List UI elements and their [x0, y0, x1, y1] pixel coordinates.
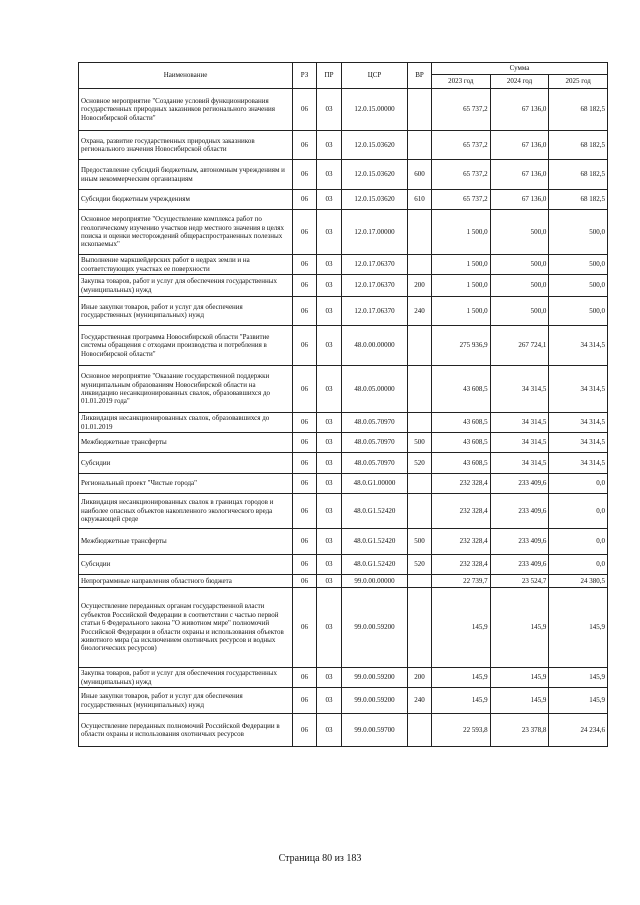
cell-pr: 03: [317, 190, 342, 210]
cell-csr: 48.0.00.00000: [342, 326, 408, 366]
cell-csr: 12.0.17.06370: [342, 255, 408, 275]
cell-vr: [408, 413, 432, 433]
col-header-year-2025: 2025 год: [549, 75, 608, 89]
cell-vr: [408, 210, 432, 255]
table-row: [79, 575, 608, 588]
cell-y3: 0,0: [549, 529, 608, 555]
cell-name: Предоставление субсидий бюджетным, автономным учреждениям и иным некоммерческим организациям: [79, 160, 293, 190]
cell-y3: 68 182,5: [549, 190, 608, 210]
cell-pr: 03: [317, 131, 342, 160]
cell-vr: 240: [408, 688, 432, 714]
cell-csr: 48.0.G1.00000: [342, 474, 408, 494]
table-row: [79, 89, 608, 131]
cell-name: Закупка товаров, работ и услуг для обеспечения государственных (муниципальных) нужд: [79, 275, 293, 297]
cell-y2: 233 409,6: [490, 529, 549, 555]
cell-y3: 24 234,6: [549, 714, 608, 747]
cell-y3: 500,0: [549, 255, 608, 275]
cell-pr: 03: [317, 210, 342, 255]
cell-y2: 500,0: [490, 297, 549, 326]
cell-y2: 23 524,7: [490, 575, 549, 588]
cell-name: Межбюджетные трансферты: [79, 529, 293, 555]
cell-y3: 68 182,5: [549, 160, 608, 190]
cell-vr: 610: [408, 190, 432, 210]
table-row: [79, 297, 608, 326]
cell-csr: 12.0.15.00000: [342, 89, 408, 131]
cell-vr: 240: [408, 297, 432, 326]
cell-y2: 34 314,5: [490, 366, 549, 413]
cell-rz: 06: [293, 668, 317, 688]
table-row: [79, 210, 608, 255]
cell-y3: 34 314,5: [549, 326, 608, 366]
cell-y1: 232 328,4: [432, 474, 491, 494]
cell-rz: 06: [293, 575, 317, 588]
cell-y3: 34 314,5: [549, 413, 608, 433]
cell-y2: 233 409,6: [490, 494, 549, 529]
cell-csr: 99.0.00.00000: [342, 575, 408, 588]
cell-pr: 03: [317, 494, 342, 529]
cell-name: Основное мероприятие "Создание условий функционирования государственных природных заказников регионального значения Новосибирской области": [79, 89, 293, 131]
cell-pr: 03: [317, 555, 342, 575]
cell-y3: 34 314,5: [549, 433, 608, 453]
cell-vr: [408, 714, 432, 747]
cell-name: Государственная программа Новосибирской области "Развитие системы обращения с отходами производства и потребления в Новосибирской области": [79, 326, 293, 366]
cell-rz: 06: [293, 89, 317, 131]
cell-y2: 23 378,8: [490, 714, 549, 747]
table-row: [79, 433, 608, 453]
cell-y2: 500,0: [490, 275, 549, 297]
cell-name: Субсидии: [79, 453, 293, 474]
cell-y1: 232 328,4: [432, 555, 491, 575]
cell-csr: 12.0.15.03620: [342, 160, 408, 190]
cell-rz: 06: [293, 474, 317, 494]
table-row: [79, 275, 608, 297]
cell-pr: 03: [317, 453, 342, 474]
cell-pr: 03: [317, 474, 342, 494]
cell-name: Осуществление переданных полномочий Российской Федерации в области охраны и использования охотничьих ресурсов: [79, 714, 293, 747]
cell-name: Иные закупки товаров, работ и услуг для обеспечения государственных (муниципальных) нужд: [79, 688, 293, 714]
cell-rz: 06: [293, 160, 317, 190]
cell-name: Закупка товаров, работ и услуг для обеспечения государственных (муниципальных) нужд: [79, 668, 293, 688]
cell-pr: 03: [317, 275, 342, 297]
page-number: Страница 80 из 183: [278, 853, 362, 864]
cell-name: Ликвидация несанкционированных свалок, образовавшихся до 01.01.2019: [79, 413, 293, 433]
col-header-year-2024: 2024 год: [490, 75, 549, 89]
cell-rz: 06: [293, 131, 317, 160]
table-row: [79, 255, 608, 275]
cell-rz: 06: [293, 190, 317, 210]
cell-vr: [408, 326, 432, 366]
cell-vr: 200: [408, 275, 432, 297]
cell-y2: 67 136,0: [490, 160, 549, 190]
cell-rz: 06: [293, 297, 317, 326]
col-header-year-2023: 2023 год: [432, 75, 491, 89]
cell-y1: 275 936,9: [432, 326, 491, 366]
cell-csr: 99.0.00.59700: [342, 714, 408, 747]
cell-pr: 03: [317, 714, 342, 747]
cell-y1: 145,9: [432, 688, 491, 714]
table-row: [79, 555, 608, 575]
cell-y2: 145,9: [490, 668, 549, 688]
cell-name: Субсидии бюджетным учреждениям: [79, 190, 293, 210]
cell-name: Иные закупки товаров, работ и услуг для обеспечения государственных (муниципальных) нужд: [79, 297, 293, 326]
cell-y1: 232 328,4: [432, 494, 491, 529]
cell-pr: 03: [317, 433, 342, 453]
col-header-vr: ВР: [408, 63, 432, 89]
cell-name: Ликвидация несанкционированных свалок в границах городов и наиболее опасных объектов накопленного экологического вреда окружающей среде: [79, 494, 293, 529]
cell-y3: 500,0: [549, 210, 608, 255]
cell-y3: 34 314,5: [549, 366, 608, 413]
cell-y1: 43 608,5: [432, 413, 491, 433]
table-row: [79, 160, 608, 190]
cell-y2: 145,9: [490, 688, 549, 714]
cell-name: Выполнение маркшейдерских работ в недрах земли и на соответствующих участках ее поверхности: [79, 255, 293, 275]
cell-csr: 12.0.17.06370: [342, 275, 408, 297]
cell-y1: 145,9: [432, 588, 491, 668]
cell-vr: 500: [408, 433, 432, 453]
cell-rz: 06: [293, 210, 317, 255]
cell-rz: 06: [293, 529, 317, 555]
cell-csr: 12.0.17.00000: [342, 210, 408, 255]
cell-name: Региональный проект "Чистые города": [79, 474, 293, 494]
cell-rz: 06: [293, 275, 317, 297]
cell-y1: 1 500,0: [432, 210, 491, 255]
col-header-csr: ЦСР: [342, 63, 408, 89]
table-row: [79, 131, 608, 160]
cell-y1: 145,9: [432, 668, 491, 688]
cell-csr: 99.0.00.59200: [342, 688, 408, 714]
cell-y2: 233 409,6: [490, 555, 549, 575]
cell-y2: 233 409,6: [490, 474, 549, 494]
cell-y1: 43 608,5: [432, 433, 491, 453]
cell-rz: 06: [293, 688, 317, 714]
cell-y2: 34 314,5: [490, 453, 549, 474]
cell-name: Основное мероприятие "Оказание государственной поддержки муниципальным образованиям Новосибирской области на ликвидацию несанкционированных свалок, образовавшихся до 01.01.2019 года": [79, 366, 293, 413]
table-row: [79, 453, 608, 474]
cell-y1: 65 737,2: [432, 89, 491, 131]
table-row: [79, 668, 608, 688]
cell-csr: 48.0.05.70970: [342, 453, 408, 474]
table-row: [79, 366, 608, 413]
cell-csr: 99.0.00.59200: [342, 668, 408, 688]
cell-y3: 0,0: [549, 474, 608, 494]
cell-rz: 06: [293, 433, 317, 453]
cell-y3: 500,0: [549, 275, 608, 297]
cell-pr: 03: [317, 688, 342, 714]
cell-y1: 1 500,0: [432, 275, 491, 297]
cell-y1: 65 737,2: [432, 131, 491, 160]
cell-pr: 03: [317, 529, 342, 555]
cell-y2: 500,0: [490, 210, 549, 255]
cell-vr: [408, 255, 432, 275]
table-row: [79, 688, 608, 714]
table-row: [79, 529, 608, 555]
table-row: [79, 474, 608, 494]
cell-rz: 06: [293, 555, 317, 575]
cell-vr: [408, 474, 432, 494]
cell-y1: 232 328,4: [432, 529, 491, 555]
cell-vr: 520: [408, 555, 432, 575]
cell-csr: 48.0.G1.52420: [342, 494, 408, 529]
cell-y3: 0,0: [549, 494, 608, 529]
cell-y1: 43 608,5: [432, 366, 491, 413]
cell-csr: 48.0.G1.52420: [342, 529, 408, 555]
table-row: [79, 413, 608, 433]
cell-y2: 67 136,0: [490, 89, 549, 131]
cell-y1: 43 608,5: [432, 453, 491, 474]
cell-y3: 145,9: [549, 688, 608, 714]
cell-vr: 520: [408, 453, 432, 474]
cell-csr: 12.0.15.03620: [342, 131, 408, 160]
cell-rz: 06: [293, 714, 317, 747]
cell-y2: 34 314,5: [490, 413, 549, 433]
cell-y2: 67 136,0: [490, 131, 549, 160]
cell-y3: 68 182,5: [549, 89, 608, 131]
cell-csr: 48.0.05.70970: [342, 433, 408, 453]
cell-y2: 145,9: [490, 588, 549, 668]
cell-pr: 03: [317, 89, 342, 131]
cell-y3: 145,9: [549, 668, 608, 688]
cell-y1: 65 737,2: [432, 190, 491, 210]
cell-csr: 12.0.17.06370: [342, 297, 408, 326]
cell-vr: [408, 588, 432, 668]
cell-name: Основное мероприятие "Осуществление комплекса работ по геологическому изучению участков недр местного значения в целях поиска и оценки месторождений общераспространенных полезных ископаемых": [79, 210, 293, 255]
cell-pr: 03: [317, 413, 342, 433]
table-row: [79, 714, 608, 747]
cell-vr: [408, 89, 432, 131]
cell-y1: 1 500,0: [432, 297, 491, 326]
table-row: [79, 494, 608, 529]
cell-y3: 500,0: [549, 297, 608, 326]
cell-vr: 200: [408, 668, 432, 688]
col-header-sum: Сумма: [432, 63, 608, 75]
cell-y1: 22 593,8: [432, 714, 491, 747]
cell-pr: 03: [317, 297, 342, 326]
cell-y1: 22 739,7: [432, 575, 491, 588]
cell-rz: 06: [293, 255, 317, 275]
cell-csr: 48.0.G1.52420: [342, 555, 408, 575]
cell-y2: 267 724,1: [490, 326, 549, 366]
cell-vr: 600: [408, 160, 432, 190]
cell-pr: 03: [317, 160, 342, 190]
cell-rz: 06: [293, 588, 317, 668]
cell-csr: 48.0.05.00000: [342, 366, 408, 413]
cell-pr: 03: [317, 588, 342, 668]
cell-rz: 06: [293, 494, 317, 529]
cell-vr: [408, 366, 432, 413]
budget-table: [78, 62, 608, 747]
cell-y3: 68 182,5: [549, 131, 608, 160]
cell-pr: 03: [317, 255, 342, 275]
cell-rz: 06: [293, 326, 317, 366]
cell-y3: 145,9: [549, 588, 608, 668]
cell-y2: 67 136,0: [490, 190, 549, 210]
cell-csr: 12.0.15.03620: [342, 190, 408, 210]
cell-csr: 48.0.05.70970: [342, 413, 408, 433]
col-header-name: Наименование: [79, 63, 293, 89]
cell-y3: 34 314,5: [549, 453, 608, 474]
cell-rz: 06: [293, 413, 317, 433]
col-header-pr: ПР: [317, 63, 342, 89]
cell-vr: 500: [408, 529, 432, 555]
cell-y3: 24 380,5: [549, 575, 608, 588]
cell-y2: 34 314,5: [490, 433, 549, 453]
cell-name: Субсидии: [79, 555, 293, 575]
cell-pr: 03: [317, 366, 342, 413]
cell-y3: 0,0: [549, 555, 608, 575]
cell-vr: [408, 575, 432, 588]
col-header-rz: РЗ: [293, 63, 317, 89]
cell-pr: 03: [317, 668, 342, 688]
cell-csr: 99.0.00.59200: [342, 588, 408, 668]
table-row: [79, 326, 608, 366]
cell-name: Охрана, развитие государственных природных заказников регионального значения Новосибирской области: [79, 131, 293, 160]
cell-vr: [408, 131, 432, 160]
cell-rz: 06: [293, 453, 317, 474]
table-row: [79, 588, 608, 668]
cell-pr: 03: [317, 326, 342, 366]
cell-y1: 1 500,0: [432, 255, 491, 275]
cell-rz: 06: [293, 366, 317, 413]
cell-y2: 500,0: [490, 255, 549, 275]
cell-name: Осуществление переданных органам государственной власти субъектов Российской Федерации в соответствии с частью первой статьи 6 Федерального закона "О животном мире" полномочий Российской Федерации в области охраны и использования объектов животного мира (за исключением охотничьих ресурсов и водных биологических ресурсов): [79, 588, 293, 668]
cell-vr: [408, 494, 432, 529]
cell-name: Непрограммные направления областного бюджета: [79, 575, 293, 588]
cell-y1: 65 737,2: [432, 160, 491, 190]
table-row: [79, 190, 608, 210]
cell-pr: 03: [317, 575, 342, 588]
cell-name: Межбюджетные трансферты: [79, 433, 293, 453]
